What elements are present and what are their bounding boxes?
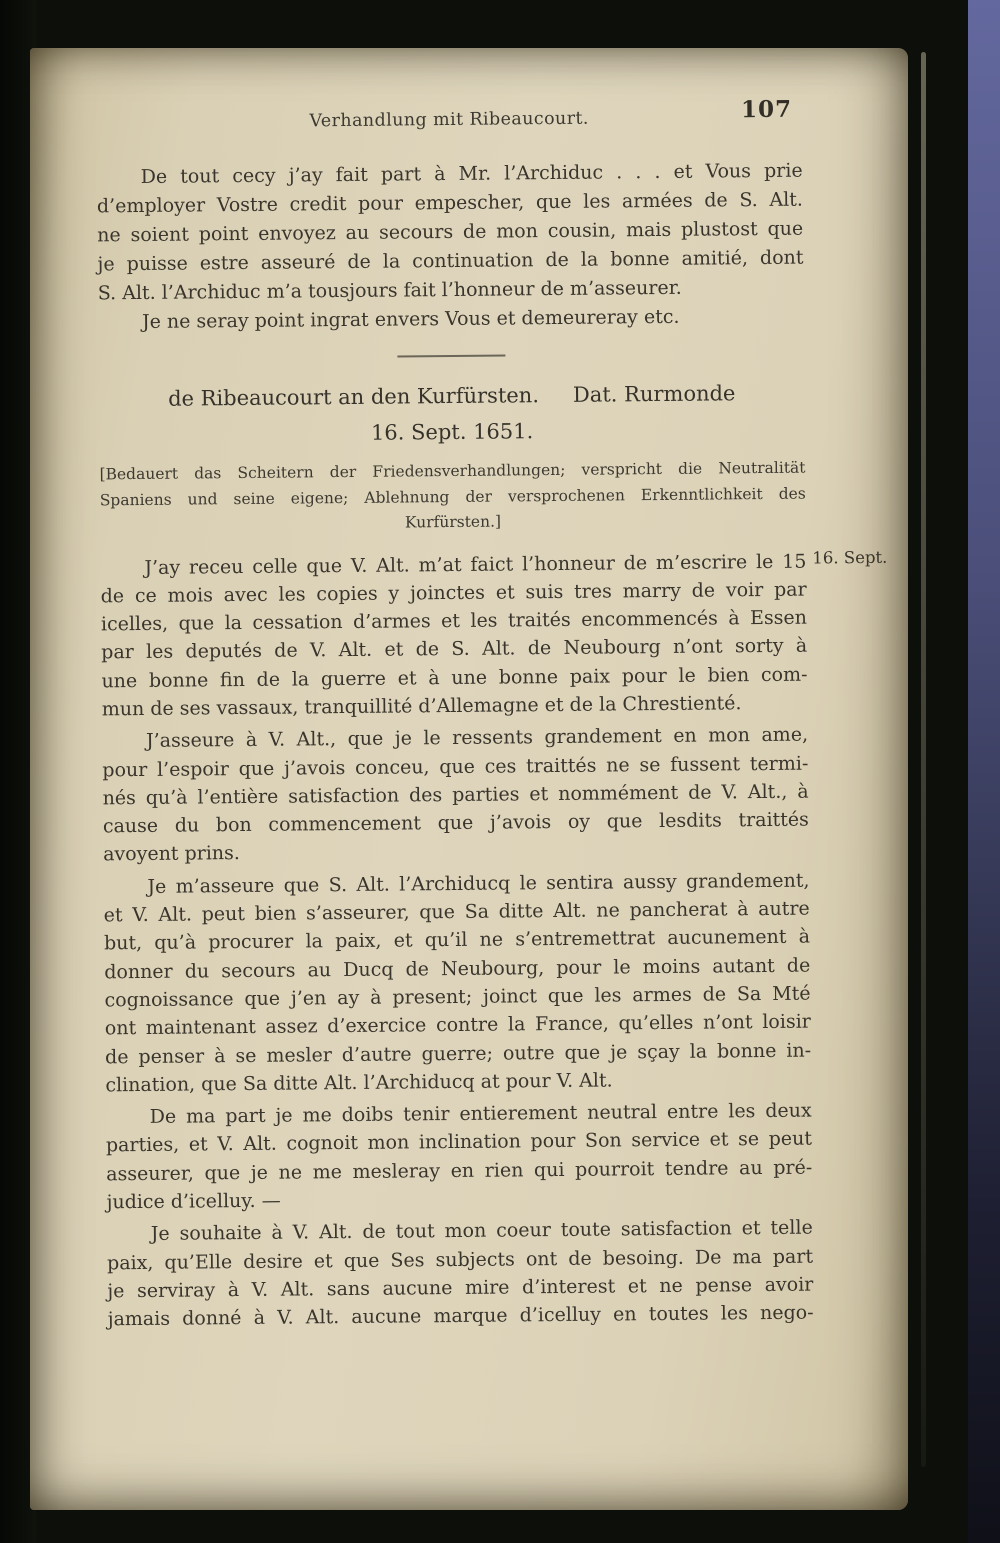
summary-line: Kurfürsten.] [404, 512, 502, 532]
text-line: De tout cecy j’ay fait part à Mr. l’Archiduc . . . et Vous prie [140, 159, 803, 188]
letter-paragraph [106, 1097, 813, 1217]
text-line: judice d’icelluy. — [106, 1189, 281, 1214]
text-line: une bonne fin de la guerre et à une bonne paix pour le bien com- [101, 663, 808, 693]
letter-date: 16. Sept. 1651. [370, 418, 534, 445]
text-line: par les deputés de V. Alt. et de S. Alt. de Neubourg n’ont sorty à [101, 634, 808, 664]
text-line: icelles, que la cessation d’armes et les traités encommencés à Essen [100, 606, 808, 636]
text-line: je puisse estre asseuré de la continuation de la bonne amitié, dont [97, 246, 804, 276]
text-line: d’employer Vostre credit pour empescher, que les armées de S. Alt. [96, 188, 804, 218]
text-line: ne soient point envoyez au secours de mon cousin, mais plustost que [97, 217, 804, 247]
summary-line: [Bedauert das Scheitern der Friedensverhandlungen; verspricht die Neutralität [99, 458, 806, 484]
letter-paragraph [102, 721, 809, 869]
text-line: pour l’espoir que j’avois conceu, que ces traittés ne se fussent termi- [102, 752, 809, 781]
margin-date-note: 16. Sept. [812, 547, 888, 568]
text-line: parties, et V. Alt. cognoit mon inclination pour Son service et se peut [105, 1128, 813, 1157]
text-line: Je m’asseure que S. Alt. l’Archiducq le sentira aussy grandement, [147, 869, 810, 898]
text-line: ont maintenant assez d’exercice contre la France, qu’elles n’ont loisir [104, 1010, 811, 1040]
running-title: Verhandlung mit Ribeaucourt. [309, 108, 589, 132]
text-line: but, qu’à procurer la paix, et qu’il ne s’entremettrat aucunement à [103, 925, 811, 955]
text-line: de ce mois avec les copies y joinctes et suis tres marry de voir par [100, 578, 807, 608]
letter-body [100, 547, 888, 1334]
summary-note [99, 456, 806, 539]
text-line: Je souhaite à V. Alt. de tout mon coeur toute satisfaction et telle [150, 1216, 813, 1246]
text-line: paix, qu’Elle desire et que Ses subjects ont de besoing. De ma part [106, 1245, 814, 1274]
letter-paragraph [100, 547, 808, 724]
letter-paragraph [107, 1214, 814, 1334]
page-content [96, 95, 888, 1334]
book-page [30, 48, 908, 1510]
intro-paragraph [97, 157, 805, 338]
summary-line: Spaniens und seine eigene; Ablehnung der versprochenen Erkenntlichkeit des [99, 484, 806, 509]
text-line: de penser à se mesler d’autre guerre; outre que je sçay la bonne in- [105, 1039, 812, 1068]
text-line: asseurer, que je ne me mesleray en rien qui pourroit tendre au pré- [106, 1156, 813, 1186]
letter-heading [99, 379, 805, 414]
page-number: 107 [740, 95, 793, 124]
text-line: clination, que Sa ditte Alt. l’Archiducq at pour V. Alt. [105, 1069, 613, 1097]
letter-heading-place: Dat. Rurmonde [572, 381, 736, 407]
text-line: et V. Alt. peut bien s’asseurer, que Sa ditte Alt. ne pancherat à autre [103, 897, 810, 927]
text-line: donner du secours au Ducq de Neubourg, pour le moins autant de [104, 954, 811, 984]
text-line: je serviray à V. Alt. sans aucune mire d’interest et ne pense avoir [107, 1273, 814, 1303]
text-line: mun de ses vassaux, tranquillité d’Allemagne et de la Chrestienté. [101, 692, 742, 721]
book-cover-edge [968, 0, 1000, 1543]
letter-paragraph [103, 866, 811, 1099]
text-line: J’asseure à V. Alt., que je le ressents grandement en mon ame, [145, 723, 809, 753]
text-line: De ma part je me doibs tenir entierement neutral entre les deux [149, 1099, 812, 1129]
page-header [96, 95, 802, 140]
section-divider [397, 354, 505, 357]
text-line: S. Alt. l’Archiduc m’a tousjours fait l’honneur de m’asseurer. [97, 276, 682, 305]
text-line: jamais donné à V. Alt. aucune marque d’icelluy en toutes les nego- [107, 1301, 814, 1331]
text-line: cause du bon commencement que j’avois oy que lesdits traittés [102, 808, 809, 838]
closing-line: Je ne seray point ingrat envers Vous et demeureray etc. [141, 305, 680, 333]
text-line: nés qu’à l’entière satisfaction des parties et nommément de V. Alt., à [102, 780, 809, 810]
text-line: avoyent prins. [103, 842, 241, 866]
letter-heading-addressee: de Ribeaucourt an den Kurfürsten. [168, 383, 540, 411]
page-edge-highlight [921, 52, 926, 1467]
text-line: J’ay receu celle que V. Alt. m’at faict l’honneur de m’escrire le 15 [144, 550, 807, 579]
text-line: cognoissance que j’en ay à present; joinct que les armes de Sa Mté [104, 982, 811, 1012]
